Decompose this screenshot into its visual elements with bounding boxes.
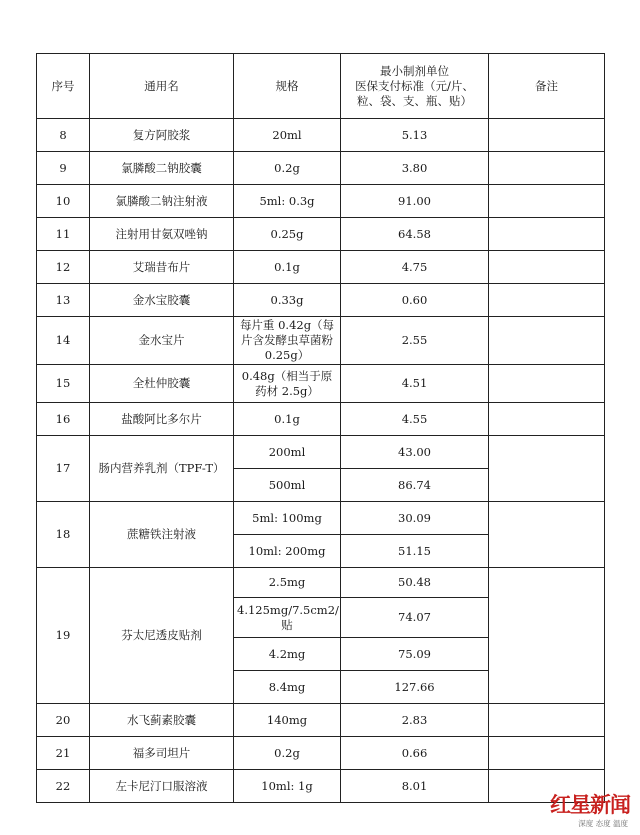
row-payment-standard: 2.55: [341, 317, 489, 365]
row-remarks: [489, 317, 605, 365]
row-generic-name: 注射用甘氨双唑钠: [90, 218, 234, 251]
table-row: [37, 436, 605, 469]
header-remarks: 备注: [489, 54, 605, 119]
row-serial-no: 15: [37, 365, 90, 403]
row-specification: 0.2g: [234, 737, 341, 770]
table-row: [37, 502, 605, 535]
row-payment-standard: 64.58: [341, 218, 489, 251]
row-generic-name: 氯膦酸二钠胶囊: [90, 152, 234, 185]
row-specification: 0.2g: [234, 152, 341, 185]
row-generic-name: 福多司坦片: [90, 737, 234, 770]
row-generic-name: 复方阿胶浆: [90, 119, 234, 152]
row-payment-standard: 0.66: [341, 737, 489, 770]
header-payment-line-2: 医保支付标准（元/片、: [355, 78, 474, 93]
row-specification: 10ml: 200mg: [234, 535, 341, 568]
row-specification: 0.1g: [234, 251, 341, 284]
row-payment-standard: 74.07: [341, 598, 489, 638]
row-generic-name: 芬太尼透皮贴剂: [90, 568, 234, 704]
row-serial-no: 11: [37, 218, 90, 251]
row-remarks: [489, 251, 605, 284]
table-row: [37, 251, 605, 284]
row-serial-no: 20: [37, 704, 90, 737]
row-specification: 8.4mg: [234, 671, 341, 704]
drug-price-table: [36, 53, 605, 803]
row-payment-standard: 30.09: [341, 502, 489, 535]
row-payment-standard: 43.00: [341, 436, 489, 469]
row-serial-no: 22: [37, 770, 90, 803]
row-specification: 500ml: [234, 469, 341, 502]
table-row: [37, 737, 605, 770]
row-generic-name: 盐酸阿比多尔片: [90, 403, 234, 436]
row-serial-no: 13: [37, 284, 90, 317]
row-specification: 每片重 0.42g（每片含发酵虫草菌粉 0.25g）: [234, 317, 341, 365]
row-remarks: [489, 403, 605, 436]
table-row: [37, 152, 605, 185]
row-specification: 4.125mg/7.5cm2/贴: [234, 598, 341, 638]
row-specification: 0.48g（相当于原药材 2.5g）: [234, 365, 341, 403]
row-serial-no: 9: [37, 152, 90, 185]
row-remarks: [489, 365, 605, 403]
red-star-news-watermark: [515, 789, 630, 829]
row-generic-name: 蔗糖铁注射液: [90, 502, 234, 568]
row-remarks: [489, 284, 605, 317]
row-payment-standard: 4.75: [341, 251, 489, 284]
row-remarks: [489, 502, 605, 568]
header-specification: 规格: [234, 54, 341, 119]
row-specification: 2.5mg: [234, 568, 341, 598]
row-specification: 0.33g: [234, 284, 341, 317]
header-generic-name: 通用名: [90, 54, 234, 119]
row-payment-standard: 4.55: [341, 403, 489, 436]
row-payment-standard: 8.01: [341, 770, 489, 803]
row-remarks: [489, 218, 605, 251]
row-serial-no: 16: [37, 403, 90, 436]
row-serial-no: 17: [37, 436, 90, 502]
row-generic-name: 水飞蓟素胶囊: [90, 704, 234, 737]
row-serial-no: 10: [37, 185, 90, 218]
table-row: [37, 185, 605, 218]
row-serial-no: 8: [37, 119, 90, 152]
row-serial-no: 21: [37, 737, 90, 770]
row-payment-standard: 4.51: [341, 365, 489, 403]
row-specification: 4.2mg: [234, 638, 341, 671]
table-row: [37, 119, 605, 152]
header-payment-line-1: 最小制剂单位: [380, 63, 449, 78]
table-row: [37, 317, 605, 365]
watermark-slogan: 深度 态度 温度: [578, 819, 628, 828]
row-remarks: [489, 119, 605, 152]
table-row: [37, 365, 605, 403]
row-payment-standard: 3.80: [341, 152, 489, 185]
header-serial-no: 序号: [37, 54, 90, 119]
row-specification: 5ml: 100mg: [234, 502, 341, 535]
row-generic-name: 肠内营养乳剂（TPF-T）: [90, 436, 234, 502]
row-specification: 0.25g: [234, 218, 341, 251]
row-payment-standard: 75.09: [341, 638, 489, 671]
row-generic-name: 金水宝胶囊: [90, 284, 234, 317]
row-generic-name: 艾瑞昔布片: [90, 251, 234, 284]
row-specification: 0.1g: [234, 403, 341, 436]
row-serial-no: 18: [37, 502, 90, 568]
table-body: [37, 119, 605, 803]
row-generic-name: 全杜仲胶囊: [90, 365, 234, 403]
watermark-logo-text: 红星新闻: [550, 793, 630, 817]
row-payment-standard: 127.66: [341, 671, 489, 704]
row-generic-name: 金水宝片: [90, 317, 234, 365]
row-remarks: [489, 704, 605, 737]
row-generic-name: 氯膦酸二钠注射液: [90, 185, 234, 218]
row-serial-no: 14: [37, 317, 90, 365]
row-payment-standard: 2.83: [341, 704, 489, 737]
table-header-row: [37, 54, 605, 119]
row-specification: 20ml: [234, 119, 341, 152]
table-row: [37, 704, 605, 737]
header-payment-line-3: 粒、袋、支、瓶、贴）: [357, 93, 472, 108]
row-payment-standard: 50.48: [341, 568, 489, 598]
row-payment-standard: 86.74: [341, 469, 489, 502]
row-remarks: [489, 152, 605, 185]
table-row: [37, 284, 605, 317]
row-payment-standard: 91.00: [341, 185, 489, 218]
row-payment-standard: 5.13: [341, 119, 489, 152]
row-specification: 200ml: [234, 436, 341, 469]
row-specification: 140mg: [234, 704, 341, 737]
row-remarks: [489, 737, 605, 770]
row-payment-standard: 0.60: [341, 284, 489, 317]
row-serial-no: 19: [37, 568, 90, 704]
row-remarks: [489, 568, 605, 704]
table-row: [37, 568, 605, 598]
table-row: [37, 403, 605, 436]
row-payment-standard: 51.15: [341, 535, 489, 568]
header-payment-standard: [341, 54, 489, 119]
table-row: [37, 218, 605, 251]
row-remarks: [489, 185, 605, 218]
row-generic-name: 左卡尼汀口服溶液: [90, 770, 234, 803]
row-specification: 5ml: 0.3g: [234, 185, 341, 218]
row-serial-no: 12: [37, 251, 90, 284]
row-specification: 10ml: 1g: [234, 770, 341, 803]
row-remarks: [489, 436, 605, 502]
